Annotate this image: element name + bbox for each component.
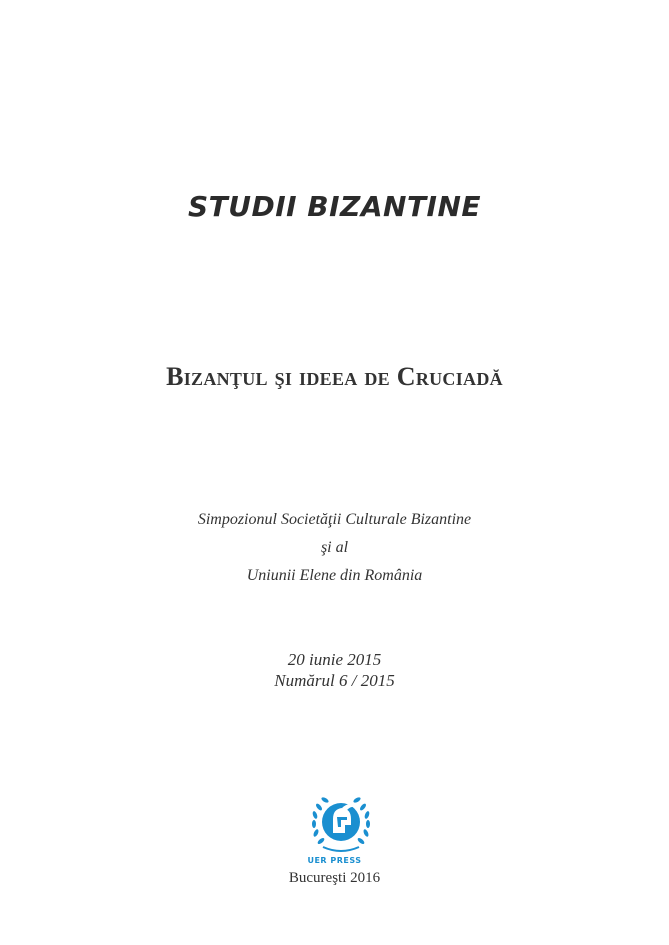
subtitle-line-1: Simpozionul Societăţii Culturale Bizantine <box>197 511 472 528</box>
date-line: 20 iunie 2015 <box>287 650 382 669</box>
subtitle-line-2: şi al <box>320 539 349 556</box>
issue-number: Numărul 6 / 2015 <box>274 671 395 690</box>
helmet-laurel-logo-icon <box>307 789 375 857</box>
subtitle-line-3: Uniunii Elene din România <box>246 567 423 584</box>
publisher-name: UER PRESS <box>307 856 362 865</box>
imprint-place-year: Bucureşti 2016 <box>288 870 381 886</box>
series-title: STUDII BIZANTINE <box>187 190 482 223</box>
volume-title: Bizanţul şi ideea de Cruciadă <box>166 362 503 391</box>
